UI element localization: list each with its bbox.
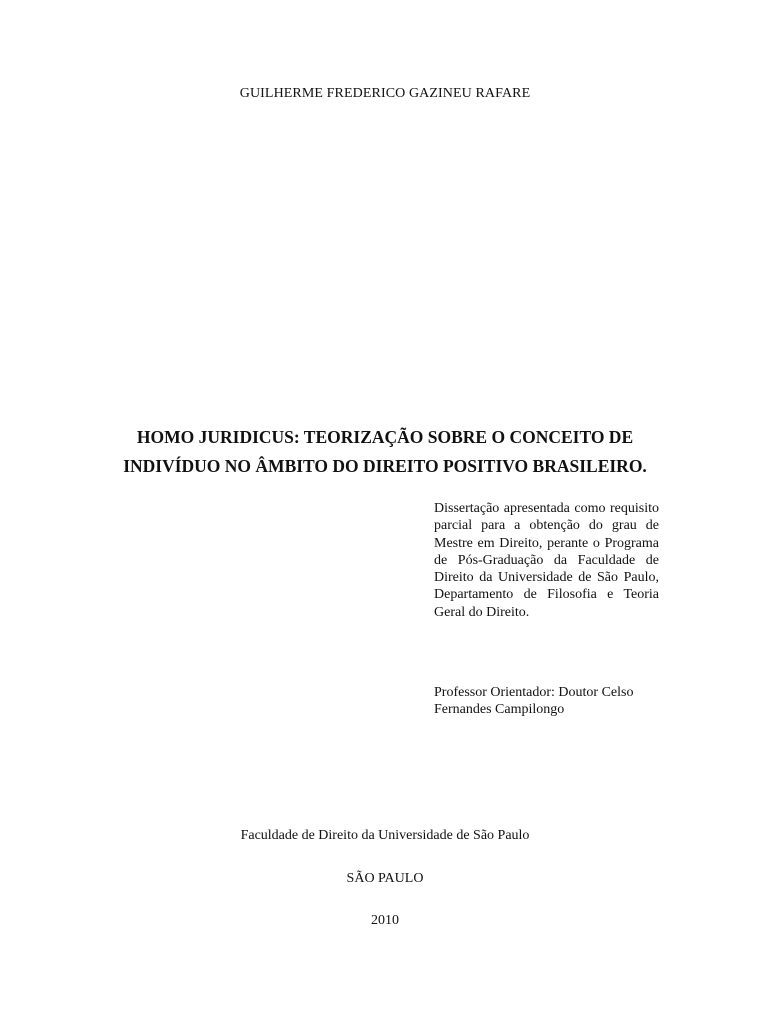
document-title xyxy=(60,423,710,481)
city-name: SÃO PAULO xyxy=(346,871,424,886)
title-line-1: HOMO JURIDICUS: TEORIZAÇÃO SOBRE O CONCEITO DE xyxy=(136,427,634,447)
title-line-2: INDIVÍDUO NO ÂMBITO DO DIREITO POSITIVO BRASILEIRO. xyxy=(123,456,647,476)
dissertation-note: Dissertação apresentada como requisito parcial para a obtenção do grau de Mestre em Direito, perante o Programa de Pós-Graduação da Faculdade de Direito da Universidade de São Paulo, Departamento de Filosofia e Teoria Geral do Direito. xyxy=(434,501,659,620)
author-name: GUILHERME FREDERICO GAZINEU RAFARE xyxy=(239,86,531,101)
advisor-note: Professor Orientador: Doutor Celso Fernandes Campilongo xyxy=(434,685,634,718)
publication-year: 2010 xyxy=(371,913,399,928)
institution-name: Faculdade de Direito da Universidade de São Paulo xyxy=(240,828,530,843)
